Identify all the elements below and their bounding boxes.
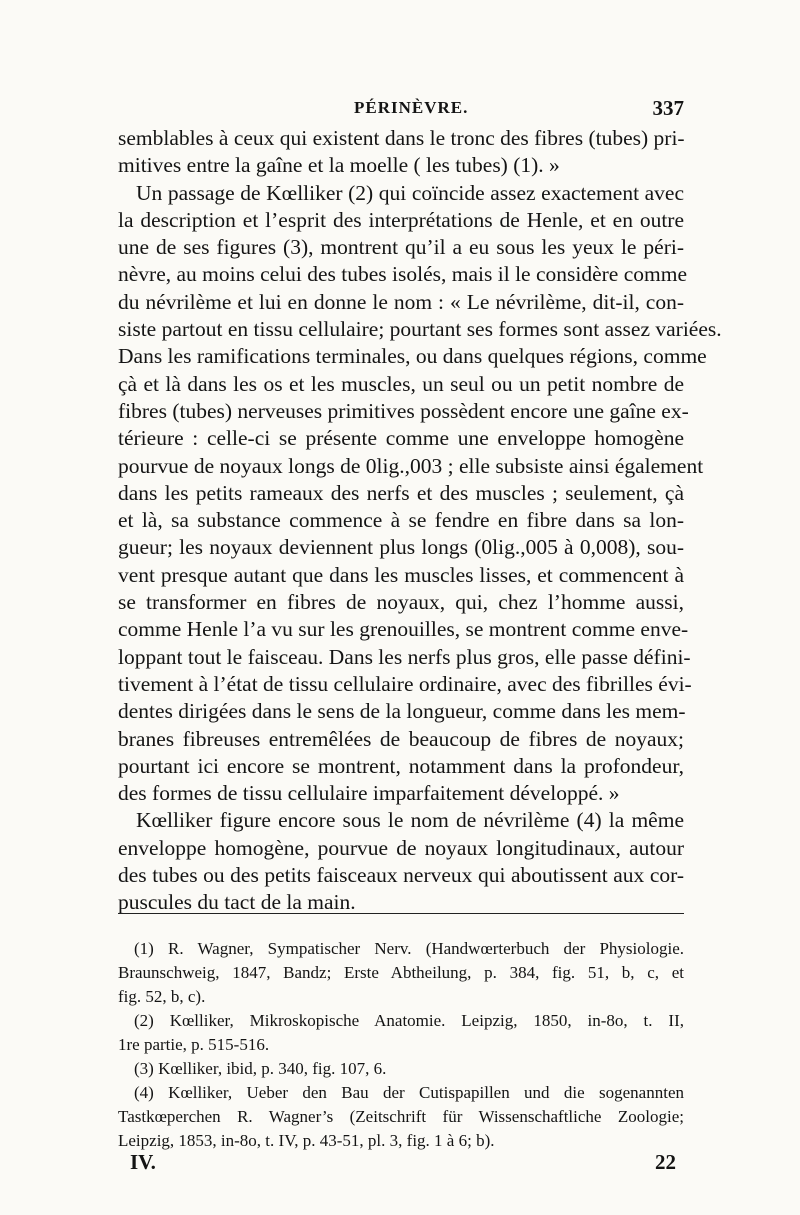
body-line: gueur; les noyaux deviennent plus longs (0lig.,005 à 0,008), sou- — [118, 535, 684, 560]
body-line: siste partout en tissu cellulaire; pourtant ses formes sont assez variées. — [118, 317, 722, 342]
body-line: pourtant ici encore se montrent, notamment dans la profondeur, — [118, 753, 684, 778]
body-line: pourvue de noyaux longs de 0lig.,003 ; elle subsiste ainsi également — [118, 453, 704, 478]
footnote-line: Braunschweig, 1847, Bandz; Erste Abtheilung, p. 384, fig. 51, b, c, et — [118, 963, 684, 982]
footnote-line: (4) Kœlliker, Ueber den Bau der Cutispapillen und die sogenannten — [134, 1083, 684, 1102]
body-line: la description et l’esprit des interprétations de Henle, et en outre — [118, 207, 684, 232]
signature-sheet: 22 — [655, 1150, 676, 1174]
running-head: PÉRINÈVRE. — [354, 98, 469, 117]
signature-volume: IV. — [130, 1150, 156, 1174]
footnote-line: (2) Kœlliker, Mikroskopische Anatomie. Leipzig, 1850, in-8o, t. II, — [134, 1011, 684, 1030]
body-line: des tubes ou des petits faisceaux nerveux qui aboutissent aux cor- — [118, 863, 684, 888]
footnote-line: (1) R. Wagner, Sympatischer Nerv. (Handwœrterbuch der Physiologie. — [134, 939, 684, 958]
footnote-line: 1re partie, p. 515-516. — [118, 1035, 270, 1054]
body-line: fibres (tubes) nerveuses primitives possèdent encore une gaîne ex- — [118, 398, 689, 423]
body-line: du névrilème et lui en donne le nom : « Le névrilème, dit-il, con- — [118, 289, 684, 314]
body-line: tivement à l’état de tissu cellulaire ordinaire, avec des fibrilles évi- — [118, 671, 692, 696]
body-text — [118, 125, 722, 917]
body-line: semblables à ceux qui existent dans le tronc des fibres (tubes) pri- — [118, 126, 685, 150]
body-line: nèvre, au moins celui des tubes isolés, mais il le considère comme — [118, 262, 688, 287]
body-line: et là, sa substance commence à se fendre en fibre dans sa lon- — [118, 508, 684, 533]
printer-signature — [130, 1150, 676, 1176]
body-line: enveloppe homogène, pourvue de noyaux longitudinaux, autour — [118, 835, 684, 860]
page-number: 337 — [652, 96, 684, 120]
body-line: dans les petits rameaux des nerfs et des muscles ; seulement, çà — [118, 480, 684, 505]
body-line: dentes dirigées dans le sens de la longueur, comme dans les mem- — [118, 699, 686, 724]
body-line: une de ses figures (3), montrent qu’il a eu sous les yeux le péri- — [118, 235, 684, 260]
body-line: comme Henle l’a vu sur les grenouilles, se montrent comme enve- — [118, 617, 689, 642]
body-line: vent presque autant que dans les muscles lisses, et commencent à — [118, 562, 684, 587]
body-line: puscules du tact de la main. — [118, 890, 356, 915]
body-line: çà et là dans les os et les muscles, un seul ou un petit nombre de — [118, 371, 684, 396]
footnote-line: Leipzig, 1853, in-8o, t. IV, p. 43-51, pl. 3, fig. 1 à 6; b). — [118, 1131, 495, 1150]
body-line: Dans les ramifications terminales, ou dans quelques régions, comme — [118, 344, 707, 369]
footnotes — [118, 937, 684, 1153]
footnote-line: fig. 52, b, c). — [118, 987, 206, 1006]
body-line: Kœlliker figure encore sous le nom de névrilème (4) la même — [136, 808, 684, 833]
body-line: Un passage de Kœlliker (2) qui coïncide assez exactement avec — [136, 180, 684, 205]
footnote-line: (3) Kœlliker, ibid, p. 340, fig. 107, 6. — [134, 1059, 387, 1078]
body-line: mitives entre la gaîne et la moelle ( les tubes) (1). » — [118, 153, 560, 178]
body-line: se transformer en fibres de noyaux, qui, chez l’homme aussi, — [118, 590, 684, 615]
page-header — [118, 96, 684, 126]
footnote-line: Tastkœperchen R. Wagner’s (Zeitschrift für Wissenschaftliche Zoologie; — [118, 1107, 684, 1126]
body-line: des formes de tissu cellulaire imparfaitement développé. » — [118, 781, 620, 806]
body-line: loppant tout le faisceau. Dans les nerfs plus gros, elle passe défini- — [118, 644, 691, 669]
body-line: branes fibreuses entremêlées de beaucoup de fibres de noyaux; — [118, 726, 684, 751]
footnote-rule — [118, 913, 684, 914]
body-line: térieure : celle-ci se présente comme une enveloppe homogène — [118, 426, 684, 451]
